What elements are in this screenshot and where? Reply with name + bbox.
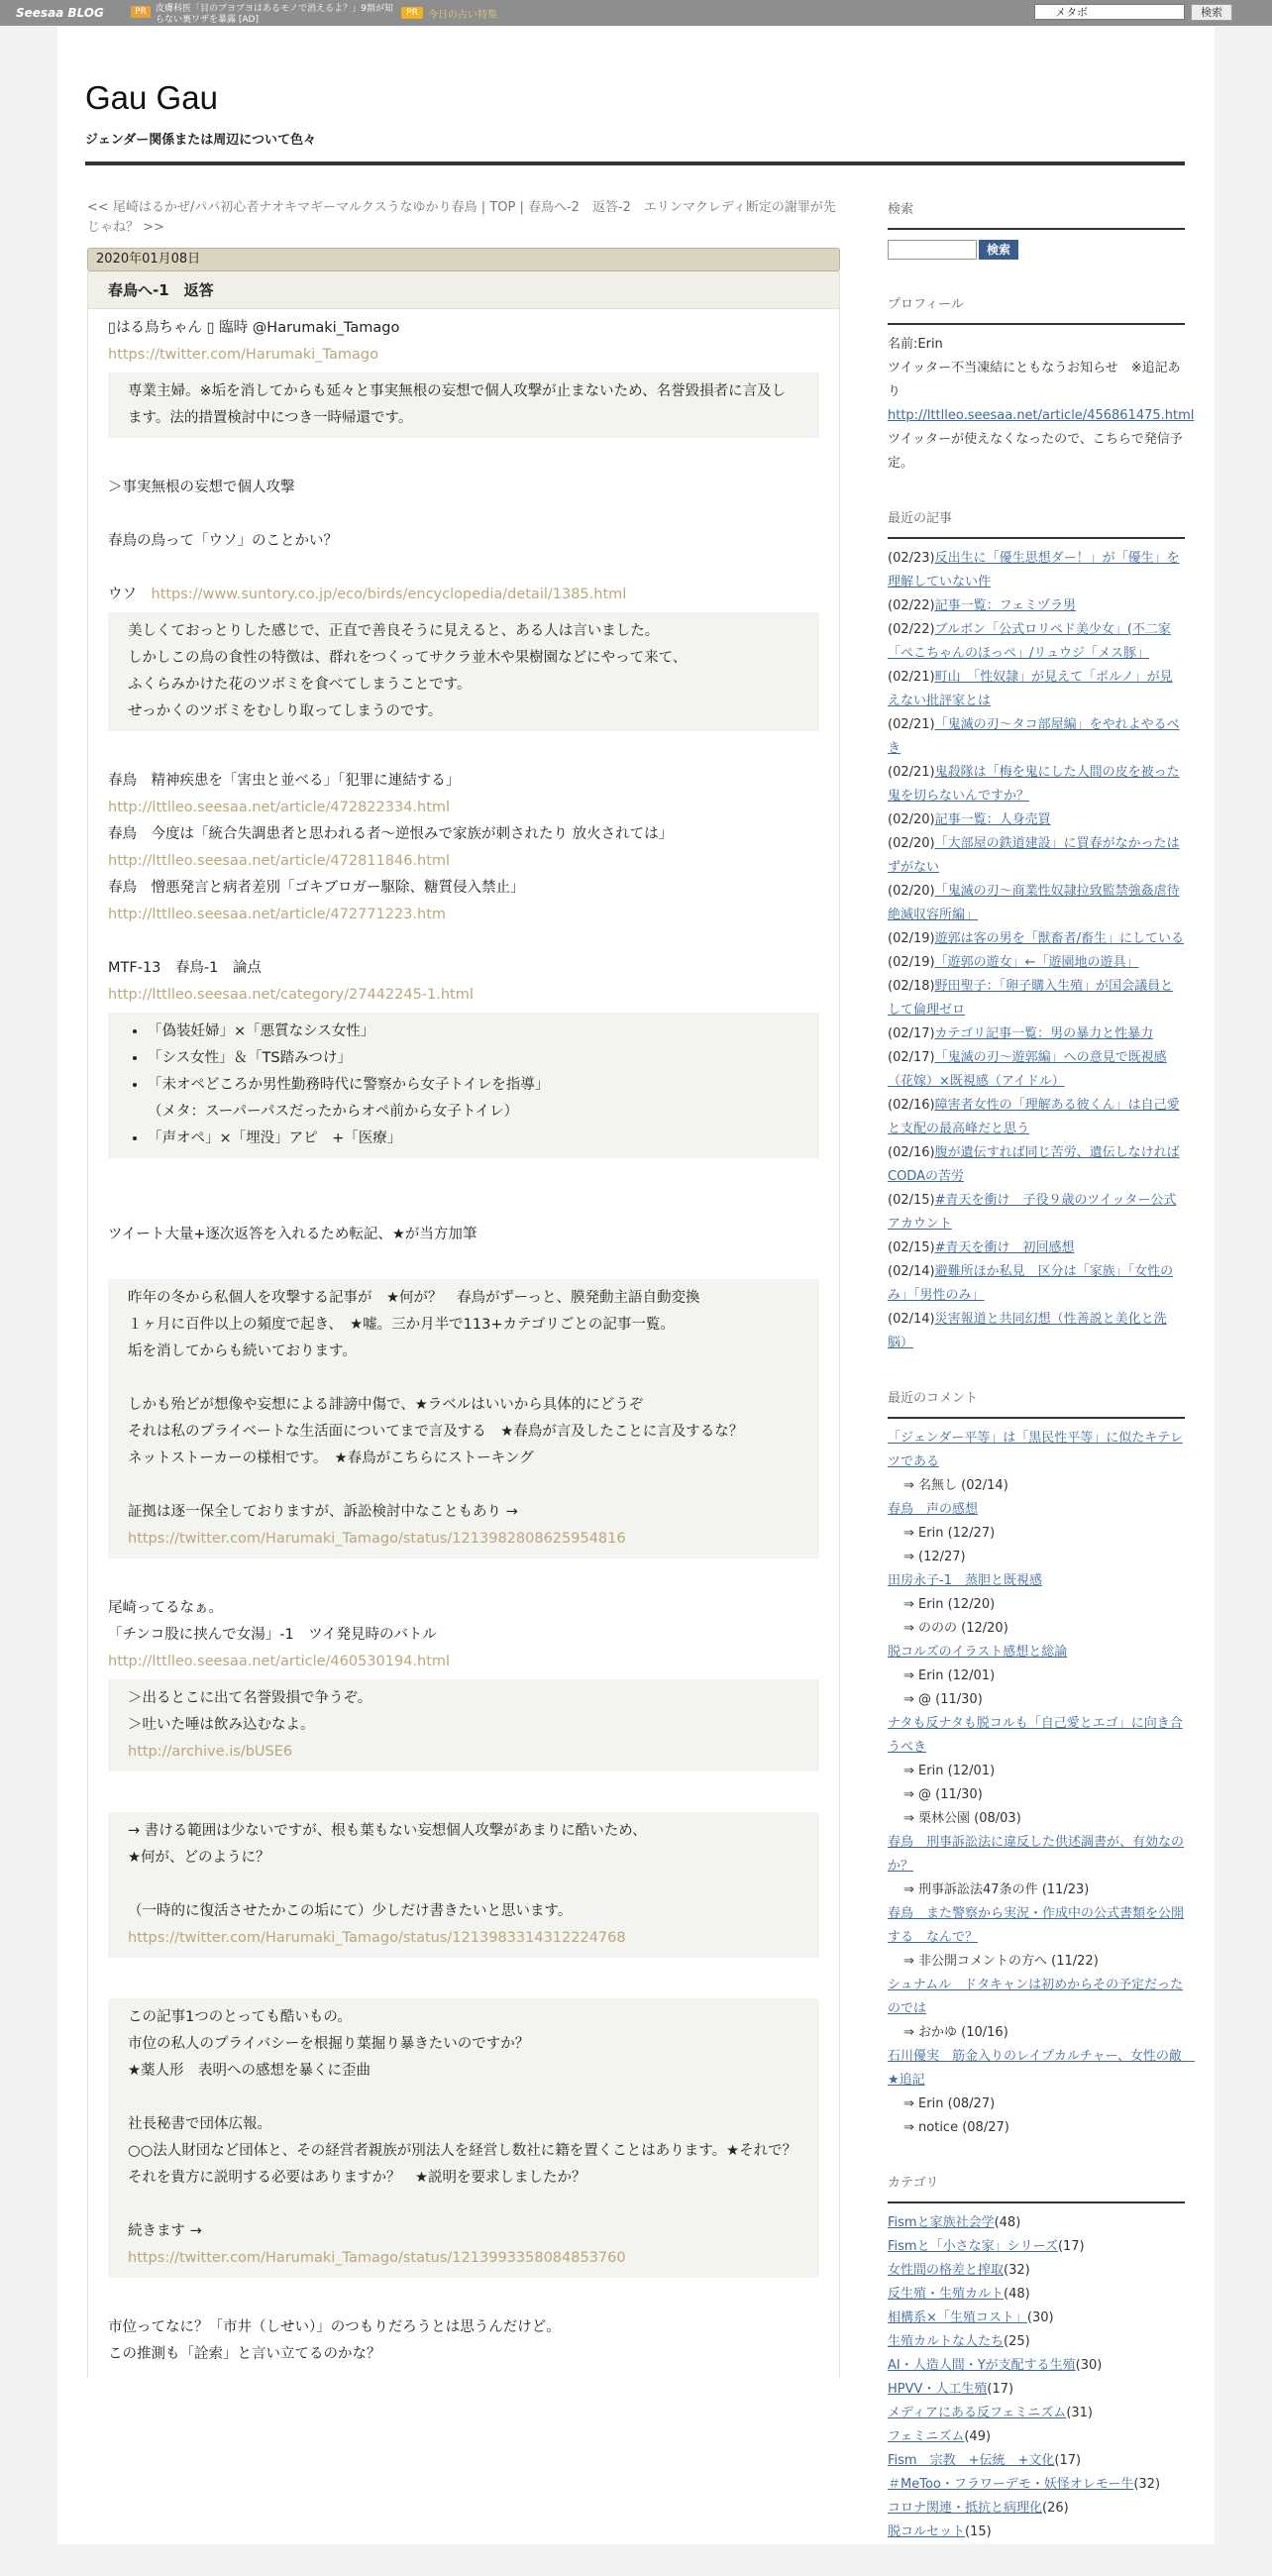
quote-line: ○○法人財団など団体と、その経営者親族が別法人を経営し数社に籍を置くことはあります。★それで？ xyxy=(128,2143,797,2159)
recent-article-link[interactable]: 「鬼滅の刃～遊郭編」への意見で既視感（花嫁）×既視感（アイドル） xyxy=(888,1050,1167,1089)
quote-line: 昨年の冬から私個人を攻撃する記事が ★何が？ 春鳥がずーっと、膜発動主語自動変換 xyxy=(128,1290,700,1306)
recent-article-item xyxy=(888,1236,1185,1260)
link-line xyxy=(108,342,819,369)
recent-comments-list xyxy=(888,1427,1195,2140)
quote-line: ネットストーカーの様相です。 ★春鳥がこちらにストーキング xyxy=(128,1450,534,1466)
category-count: (31) xyxy=(1066,2406,1093,2420)
link-line xyxy=(108,982,819,1009)
prev-article-link[interactable]: << 尾崎はるかぜ/パパ初心者ナオキマギーマルクスうなゆかり春鳥 xyxy=(87,200,477,215)
sidebar-heading: 最近の記事 xyxy=(888,507,1185,539)
link-line xyxy=(128,2245,799,2272)
sidebar-heading: 検索 xyxy=(888,198,1185,230)
recent-article-item xyxy=(888,761,1185,808)
category-item xyxy=(888,2378,1185,2402)
entry-body xyxy=(88,309,839,2378)
quote-line: 垢を消してからも続いております。 xyxy=(128,1343,357,1359)
comment-article-link[interactable]: 石川優実 筋金入りのレイプカルチャー、女性の敵 ★追記 xyxy=(888,2049,1195,2088)
article-link[interactable]: http://lttlleo.seesaa.net/article/472771223.htm xyxy=(108,907,447,922)
recent-article-item xyxy=(888,1260,1185,1308)
recent-article-item xyxy=(888,1022,1185,1046)
entry xyxy=(87,271,840,2378)
category-count: (17) xyxy=(1054,2453,1082,2468)
main-column xyxy=(87,198,840,2378)
category-link[interactable]: AI・人造人間・Yが支配する生殖 xyxy=(888,2358,1076,2373)
paragraph: ツイート大量+逐次返答を入れるため転記、★が当方加筆 xyxy=(108,1227,477,1242)
recent-article-item xyxy=(888,927,1185,951)
recent-article-link[interactable]: 障害者女性の「理解ある彼くん」は自己愛と支配の最高峰だと思う xyxy=(888,1098,1180,1136)
quote-line: ふくらみかけた花のツボミを食べてしまうことです。 xyxy=(128,677,472,693)
recent-comment-group xyxy=(888,1974,1185,2045)
prev-next-nav xyxy=(87,198,840,238)
category-link[interactable]: 生殖カルトな人たち xyxy=(888,2334,1005,2349)
article-date: (02/22) xyxy=(888,598,935,613)
paragraph: ＞事実無根の妄想で個人攻撃 xyxy=(108,480,295,495)
comment-article-link[interactable]: 脱コルズのイラスト感想と総論 xyxy=(888,1645,1068,1660)
article-link[interactable]: http://lttlleo.seesaa.net/article/472822334.html xyxy=(108,800,451,815)
recent-article-item xyxy=(888,618,1185,666)
sidebar-search xyxy=(888,198,1185,262)
category-item xyxy=(888,2521,1185,2544)
blockquote xyxy=(108,612,819,731)
category-count: (30) xyxy=(1075,2358,1103,2373)
comment-item[interactable]: ⇒ 栗林公園 (08/03) xyxy=(903,1811,1021,1826)
recent-article-item xyxy=(888,594,1185,618)
paragraph xyxy=(108,582,819,608)
nav-separator: | xyxy=(477,200,490,215)
recent-article-item xyxy=(888,713,1185,761)
category-item xyxy=(888,2211,1185,2235)
paragraph: 尾崎ってるなぁ。 xyxy=(108,1600,223,1616)
article-date: (02/16) xyxy=(888,1098,935,1113)
article-date: (02/15) xyxy=(888,1240,935,1255)
recent-article-link[interactable]: #青天を衝け 初回感想 xyxy=(934,1240,1075,1255)
category-count: (48) xyxy=(1004,2287,1030,2302)
comment-item[interactable]: ⇒ Erin (12/01) xyxy=(903,1668,996,1683)
spacer xyxy=(108,928,819,955)
quote-line: 社長秘書で団体広報。 xyxy=(128,2116,271,2132)
paragraph: MTF-13 春鳥-1 論点 xyxy=(108,960,262,976)
sidebar-search-button[interactable]: 検索 xyxy=(979,240,1018,260)
article-date: (02/18) xyxy=(888,979,935,994)
article-date: (02/20) xyxy=(888,836,935,851)
category-count: (32) xyxy=(1004,2263,1030,2278)
recent-article-link[interactable]: 記事一覧：フェミヅラ男 xyxy=(934,598,1076,613)
list-item: • 「シス女性」＆「TS踏みつけ」 xyxy=(148,1045,799,1072)
link-line xyxy=(128,1925,799,1952)
article-date: (02/21) xyxy=(888,670,935,685)
quote-link[interactable]: https://twitter.com/Harumaki_Tamago/status/1213993358084853760 xyxy=(128,2250,626,2266)
comment-item[interactable]: ⇒ 名無し (02/14) xyxy=(903,1478,1008,1493)
spacer xyxy=(108,1568,819,1595)
recent-article-link[interactable]: 反出生に「優生思想ダー！」が「優生」を理解していない件 xyxy=(888,551,1180,590)
article-link[interactable]: https://twitter.com/Harumaki_Tamago xyxy=(108,347,378,363)
article-date: (02/16) xyxy=(888,1145,935,1160)
recent-article-link[interactable]: 「遊郭の遊女」←「遊園地の遊具」 xyxy=(934,955,1139,970)
link-line xyxy=(108,795,819,821)
recent-comment-group xyxy=(888,1641,1185,1712)
recent-article-link[interactable]: カテゴリ記事一覧：男の暴力と性暴力 xyxy=(934,1026,1154,1041)
quote-line: それは私のプライベートな生活面についてまで言及する ★春鳥が言及したことに言及するな？ xyxy=(128,1424,744,1440)
recent-article-link[interactable]: 避難所ほか私見 区分は「家族」「女性のみ」「男性のみ」 xyxy=(888,1264,1174,1303)
quote-line xyxy=(128,2085,799,2111)
category-link[interactable]: Fism 宗教 +伝統 +文化 xyxy=(888,2453,1055,2468)
quote-line: ＞吐いた唾は飲み込むなよ。 xyxy=(128,1717,315,1733)
comment-article-link[interactable]: ナタも反ナタも脱コルも「自己愛とエゴ」に向き合うべき xyxy=(888,1716,1183,1755)
article-date: (02/20) xyxy=(888,884,935,899)
article-date: (02/22) xyxy=(888,622,935,637)
category-link[interactable]: Fismと「小さな家」シリーズ xyxy=(888,2239,1058,2254)
comment-article-link[interactable]: 春鳥 刑事訴訟法に違反した供述調書が、有効なのか？ xyxy=(888,1835,1185,1874)
category-item xyxy=(888,2283,1185,2307)
page-wrapper xyxy=(57,26,1215,2544)
category-item xyxy=(888,2307,1185,2330)
list-item: • 「偽装妊婦」×「悪質なシス女性」 xyxy=(148,1019,799,1045)
comment-item[interactable]: ⇒ ののの (12/20) xyxy=(903,1621,1008,1636)
external-link[interactable]: https://www.suntory.co.jp/eco/birds/encyclopedia/detail/1385.html xyxy=(151,587,627,602)
paragraph: 「チンコ股に挟んで女湯」-1 ツイ発見時のバトル xyxy=(108,1627,437,1643)
comment-article-link[interactable]: 田房永子-1 蒸胆と既視感 xyxy=(888,1573,1042,1588)
recent-article-link[interactable]: 災害報道と共同幻想（性善説と美化と洗脳） xyxy=(888,1312,1167,1350)
category-link[interactable]: メディアにある反フェミニズム xyxy=(888,2406,1067,2420)
link-line xyxy=(128,1739,799,1766)
quote-link[interactable]: https://twitter.com/Harumaki_Tamago/status/1213983314312224768 xyxy=(128,1930,626,1946)
paragraph: 春鳥の鳥って「ウソ」のことかい？ xyxy=(108,533,338,549)
ad-link[interactable]: 皮膚科医「目のブヨブヨはあるモノで消えるよ？」9割が知らない裏ワザを暴露 [AD] xyxy=(156,4,393,25)
recent-article-link[interactable]: 記事一覧：人身売買 xyxy=(934,812,1051,827)
recent-article-item xyxy=(888,1189,1185,1236)
link-line xyxy=(108,902,819,928)
blockquote xyxy=(108,1279,819,1558)
seesaa-logo[interactable]: Seesaa BLOG xyxy=(16,6,104,20)
profile-text-2: ツイッターが使えなくなったので、こちらで発信予定。 xyxy=(888,432,1183,471)
quote-line: 市位の私人のプライバシーを根掘り葉掘り暴きたいのですか？ xyxy=(128,2036,530,2052)
paragraph: ▯はる鳥ちゃん ▯ 臨時 @Harumaki_Tamago xyxy=(108,320,400,336)
recent-article-link[interactable]: 腹が遺伝すれば同じ苦労、遺伝しなければCODAの苦労 xyxy=(888,1145,1180,1184)
recent-article-item xyxy=(888,832,1185,880)
comment-article-link[interactable]: 「ジェンダー平等」は「黒民性平等」に似たキテレツである xyxy=(888,1431,1183,1469)
sidebar-profile xyxy=(888,293,1195,476)
recent-article-item xyxy=(888,880,1185,927)
comment-item[interactable]: ⇒ おかゆ (10/16) xyxy=(903,2025,1008,2040)
category-item xyxy=(888,2402,1185,2425)
comment-item[interactable]: ⇒ @ (11/30) xyxy=(903,1692,983,1707)
category-item xyxy=(888,2473,1185,2497)
header-divider xyxy=(85,161,1185,165)
category-link[interactable]: 相構系×「生殖コスト」 xyxy=(888,2310,1027,2325)
category-link[interactable]: コロナ関連・抵抗と病理化 xyxy=(888,2501,1043,2516)
recent-article-link[interactable]: 「大部屋の鉄道建設」に買春がなかったはずがない xyxy=(888,836,1180,875)
next-article-link[interactable]: 春鳥へ-2 返答-2 エリンマクレディ断定の謝罪が先じゃね？ >> xyxy=(87,200,836,235)
paragraph: 春鳥 今度は「統合失調患者と思われる者～逆恨みで家族が刺されたり 放火されては」 xyxy=(108,826,674,842)
comment-article-link[interactable]: 春鳥 また警察から実況・作成中の公式書類を公開する なんで？ xyxy=(888,1906,1185,1945)
bullet-list xyxy=(128,1019,799,1152)
sidebar-categories xyxy=(888,2172,1185,2544)
profile-name: 名前:Erin xyxy=(888,337,943,352)
top-link[interactable]: TOP xyxy=(489,200,516,215)
paragraph: 春鳥 精神疾患を「害虫と並べる」「犯罪に連結する」 xyxy=(108,773,461,789)
sidebar-heading: カテゴリ xyxy=(888,2172,1185,2203)
comment-item[interactable]: ⇒ notice (08/27) xyxy=(903,2120,1009,2135)
article-link[interactable]: http://lttlleo.seesaa.net/category/27442245-1.html xyxy=(108,987,474,1003)
quote-line xyxy=(128,2192,799,2218)
article-link[interactable]: http://lttlleo.seesaa.net/article/460530194.html xyxy=(108,1654,451,1669)
quote-line: この記事1つのとっても酷いもの。 xyxy=(128,2009,352,2025)
recent-comment-group xyxy=(888,1831,1185,1902)
quote-line: しかも殆どが想像や妄想による誹謗中傷で、★ラベルはいいから具体的にどうぞ xyxy=(128,1397,644,1413)
article-date: (02/21) xyxy=(888,765,935,780)
recent-article-item xyxy=(888,975,1185,1022)
quote-line: ＞出るとこに出て名誉毀損で争うぞ。 xyxy=(128,1690,372,1706)
link-line xyxy=(108,848,819,875)
paragraph: 春鳥 憎悪発言と病者差別「ゴキブロガー駆除、糖質侵入禁止」 xyxy=(108,880,525,896)
quote-line: せっかくのツボミをむしり取ってしまうのです。 xyxy=(128,703,443,719)
category-link[interactable]: フェミニズム xyxy=(888,2429,965,2444)
paragraph-text: ウソ xyxy=(108,587,152,602)
recent-article-item xyxy=(888,547,1185,594)
sidebar-heading: プロフィール xyxy=(888,293,1185,325)
article-date: (02/17) xyxy=(888,1026,935,1041)
quote-line: ★薬人形 表明への感想を暴くに歪曲 xyxy=(128,2063,371,2079)
sidebar-recent-articles xyxy=(888,507,1185,1355)
link-line xyxy=(128,1526,799,1553)
ad-badge: PR xyxy=(131,6,151,18)
category-item xyxy=(888,2235,1185,2259)
spacer xyxy=(108,448,819,475)
blockquote xyxy=(108,1812,819,1958)
ad-badge-2: PR xyxy=(401,7,423,19)
spacer xyxy=(108,1968,819,1994)
spacer xyxy=(108,1248,819,1275)
blockquote xyxy=(108,1998,819,2278)
article-date: (02/14) xyxy=(888,1264,935,1279)
quote-line: 証拠は逐一保全しておりますが、訴訟検討中なこともあり → xyxy=(128,1504,518,1520)
recent-article-item xyxy=(888,1141,1185,1189)
profile-text: ツイッター不当凍結にともなうお知らせ ※追記あり xyxy=(888,361,1181,399)
paragraph: 市位ってなに？「市井（しせい）」のつもりだろうとは思うんだけど。 xyxy=(108,2319,561,2335)
spacer xyxy=(108,2288,819,2314)
comment-item[interactable]: ⇒ Erin (08/27) xyxy=(903,2096,996,2111)
bullet-list-box xyxy=(108,1013,819,1158)
category-count: (26) xyxy=(1042,2501,1069,2516)
recent-article-link[interactable]: 野田聖子：「卵子購入生殖」が国会議員として倫理ゼロ xyxy=(888,979,1174,1018)
recent-comment-group xyxy=(888,1712,1185,1831)
category-item xyxy=(888,2497,1185,2521)
category-count: (30) xyxy=(1026,2310,1054,2325)
profile-link[interactable]: http://lttlleo.seesaa.net/article/456861475.html xyxy=(888,408,1195,423)
quote-link[interactable]: http://archive.is/bUSE6 xyxy=(128,1744,293,1760)
article-date: (02/20) xyxy=(888,812,935,827)
spacer xyxy=(108,1195,819,1222)
recent-article-item xyxy=(888,1094,1185,1141)
category-item xyxy=(888,2330,1185,2354)
recent-article-link[interactable]: ブルボン「公式ロリペド美少女」(不二家「ぺこちゃんのほっぺ」/リュウジ「メス豚」 xyxy=(888,622,1171,661)
categories-list xyxy=(888,2211,1185,2544)
recent-article-item xyxy=(888,666,1185,713)
category-link[interactable]: HPVV・人工生殖 xyxy=(888,2382,988,2397)
category-link[interactable]: 女性間の格差と搾取 xyxy=(888,2263,1005,2278)
spacer xyxy=(108,741,819,768)
category-item xyxy=(888,2449,1185,2473)
sidebar xyxy=(888,198,1195,2576)
comment-article-link[interactable]: 春鳥 声の感想 xyxy=(888,1502,979,1517)
entry-date: 2020年01月08日 xyxy=(87,248,840,271)
blog-title[interactable]: Gau Gau xyxy=(85,79,218,116)
paragraph: この推測も「詮索」と言い立てるのかな？ xyxy=(108,2346,381,2362)
comment-item[interactable]: ⇒ @ (11/30) xyxy=(903,1787,983,1802)
recent-comment-group xyxy=(888,1427,1185,1498)
ad-link-2[interactable]: 今日の占い特集 xyxy=(428,10,497,21)
category-item xyxy=(888,2354,1185,2378)
quote-line: しかしこの鳥の食性の特徴は、群れをつくってサクラ並木や果樹園などにやって来て、 xyxy=(128,650,688,666)
quote-link[interactable]: https://twitter.com/Harumaki_Tamago/status/1213982808625954816 xyxy=(128,1531,626,1547)
sidebar-recent-comments xyxy=(888,1387,1195,2140)
comment-item[interactable]: ⇒ 刑事訴訟法47条の件 (11/23) xyxy=(903,1882,1090,1897)
nav-separator-2: | xyxy=(515,200,528,215)
link-line xyxy=(108,1649,819,1675)
quote-line: ★何が、どのように？ xyxy=(128,1850,270,1866)
article-date: (02/23) xyxy=(888,551,935,566)
quote-line: １ヶ月に百件以上の頻度で起き、 ★嘘。三か月半で113+カテゴリごとの記事一覧。 xyxy=(128,1317,675,1333)
category-item xyxy=(888,2425,1185,2449)
quote-line xyxy=(128,1872,799,1898)
blockquote xyxy=(108,1679,819,1771)
spacer xyxy=(108,1781,819,1808)
article-date: (02/14) xyxy=(888,1312,935,1327)
recent-comment-group xyxy=(888,1498,1185,1569)
spacer xyxy=(108,1168,819,1195)
quote-line: （一時的に復活させたかこの垢にて）少しだけ書きたいと思います。 xyxy=(128,1903,573,1919)
category-count: (17) xyxy=(1057,2239,1085,2254)
category-count: (25) xyxy=(1004,2334,1030,2349)
quote-line: → 書ける範囲は少ないですが、根も葉もない妄想個人攻撃があまりに酷いため、 xyxy=(128,1823,647,1839)
comment-item[interactable]: ⇒ Erin (12/20) xyxy=(903,1597,996,1612)
recent-article-link[interactable]: #青天を衝け 子役９歳のツイッター公式アカウント xyxy=(888,1193,1177,1232)
article-date: (02/19) xyxy=(888,931,935,946)
category-count: (48) xyxy=(994,2215,1021,2230)
recent-article-item xyxy=(888,808,1185,832)
blog-description: ジェンダー関係または周辺について色々 xyxy=(85,133,316,148)
quote-line: 美しくておっとりした感じで、正直で善良そうに見えると、ある人は言いました。 xyxy=(128,623,660,639)
comment-item[interactable]: ⇒ 非公開コメントの方へ (11/22) xyxy=(903,1954,1099,1969)
article-date: (02/17) xyxy=(888,1050,935,1065)
category-count: (32) xyxy=(1133,2477,1161,2492)
sidebar-search-input[interactable] xyxy=(888,240,977,260)
recent-comment-group xyxy=(888,2045,1195,2140)
comment-item[interactable]: ⇒ Erin (12/27) xyxy=(903,1526,996,1541)
recent-comment-group xyxy=(888,1569,1185,1641)
article-date: (02/21) xyxy=(888,717,935,732)
recent-article-link[interactable]: 「鬼滅の刃～タコ部屋編」をやれよやるべき xyxy=(888,717,1180,756)
spacer xyxy=(108,501,819,528)
topbar-search-button[interactable]: 検索 xyxy=(1191,4,1232,21)
sidebar-heading: 最近のコメント xyxy=(888,1387,1185,1419)
recent-article-link[interactable]: 町山 「性奴隷」が見えて「ポルノ」が見えない批評家とは xyxy=(888,670,1173,708)
article-date: (02/19) xyxy=(888,955,935,970)
spacer xyxy=(108,555,819,582)
recent-comment-group xyxy=(888,1902,1185,1974)
quote-line xyxy=(128,1365,799,1392)
blockquote xyxy=(108,373,819,438)
category-count: (49) xyxy=(964,2429,992,2444)
category-link[interactable]: 脱コルセット xyxy=(888,2524,966,2539)
recent-article-link[interactable]: 「鬼滅の刃～商業性奴隷拉致監禁強姦虐待絶滅収容所編」 xyxy=(888,884,1180,922)
recent-article-item xyxy=(888,951,1185,975)
top-bar xyxy=(0,0,1272,26)
list-item: • 「声オペ」×「埋没」アピ +「医療」 xyxy=(148,1126,799,1152)
list-item: • 「未オペどころか男性勤務時代に警察から女子トイレを指導」 （メタ：スーパーパスだったからオペ前から女子トイレ） xyxy=(148,1072,799,1126)
topbar-search-input[interactable]: メタボ xyxy=(1034,4,1185,20)
category-item xyxy=(888,2259,1185,2283)
comment-item[interactable]: ⇒ (12/27) xyxy=(903,1550,966,1564)
category-count: (15) xyxy=(965,2524,992,2539)
comment-item[interactable]: ⇒ Erin (12/01) xyxy=(903,1764,996,1778)
quote-line: 専業主婦。※垢を消してからも延々と事実無根の妄想で個人攻撃が止まないため、名誉毀損者に言及します。法的措置検討中につき一時帰還です。 xyxy=(128,383,787,426)
category-count: (17) xyxy=(987,2382,1014,2397)
recent-articles-list xyxy=(888,547,1185,1355)
quote-line: 続きます → xyxy=(128,2223,202,2239)
category-link[interactable]: 反生殖・生殖カルト xyxy=(888,2287,1005,2302)
recent-article-item xyxy=(888,1046,1185,1094)
recent-article-item xyxy=(888,1308,1185,1355)
recent-article-link[interactable]: 遊郭は客の男を「獣畜者/畜生」にしている xyxy=(934,931,1184,946)
quote-line xyxy=(128,1472,799,1499)
recent-article-link[interactable]: 鬼殺隊は「梅を鬼にした人間の皮を被った鬼を切らないんですか？ xyxy=(888,765,1180,804)
category-link[interactable]: Fismと家族社会学 xyxy=(888,2215,995,2230)
article-date: (02/15) xyxy=(888,1193,935,1208)
comment-article-link[interactable]: シュナムル ドタキャンは初めからその予定だったのでは xyxy=(888,1978,1184,2016)
quote-line: それを貴方に説明する必要はありますか？ ★説明を要求しましたか？ xyxy=(128,2170,586,2186)
entry-title[interactable]: 春鳥へ-1 返答 xyxy=(88,271,839,309)
article-link[interactable]: http://lttlleo.seesaa.net/article/472811846.html xyxy=(108,853,451,869)
category-link[interactable]: ＃MeToo・フラワーデモ・妖怪オレモー牛 xyxy=(888,2477,1134,2492)
